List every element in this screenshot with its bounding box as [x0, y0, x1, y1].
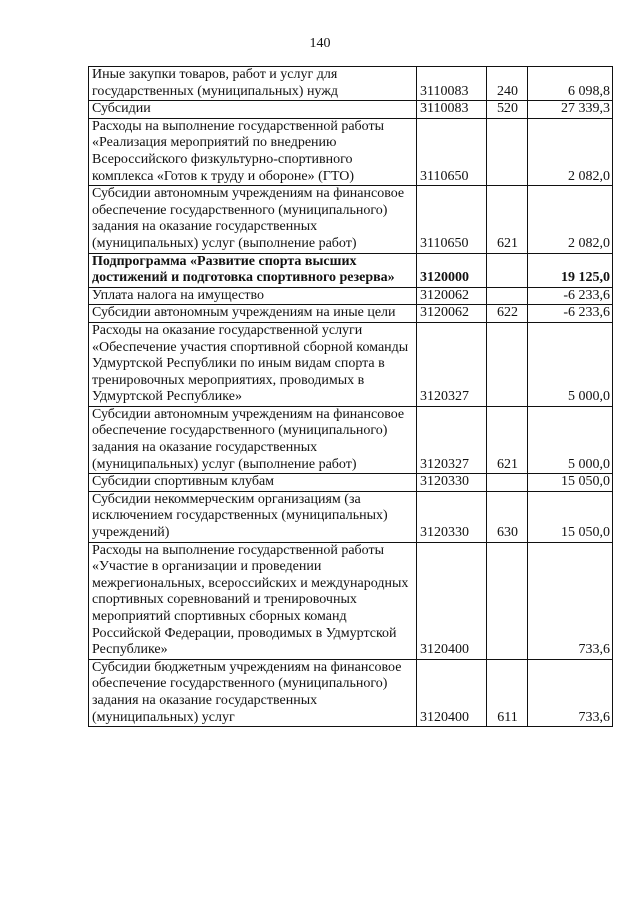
row-type-cell: 630	[487, 491, 528, 542]
row-amount-cell: 2 082,0	[528, 118, 613, 185]
row-name-cell: Субсидии некоммерческим организациям (за исключением государственных (муниципальных) учреждений)	[89, 491, 417, 542]
row-amount-cell: 15 050,0	[528, 491, 613, 542]
row-type-cell	[487, 287, 528, 305]
row-name-cell: Расходы на выполнение государственной работы «Реализация мероприятий по внедрению Всероссийского физкультурно-спортивного комплекса «Готов к труду и обороне» (ГТО)	[89, 118, 417, 185]
row-code-cell: 3120000	[417, 253, 487, 287]
row-type-cell: 622	[487, 305, 528, 323]
row-amount-cell: 733,6	[528, 659, 613, 726]
table-row	[89, 186, 613, 253]
row-amount-cell: 6 098,8	[528, 67, 613, 101]
row-name-cell: Уплата налога на имущество	[89, 287, 417, 305]
row-name-cell: Субсидии бюджетным учреждениям на финансовое обеспечение государственного (муниципального) задания на оказание государственных (муниципальных) услуг	[89, 659, 417, 726]
row-amount-cell: 733,6	[528, 542, 613, 659]
table-row	[89, 101, 613, 119]
row-type-cell: 621	[487, 186, 528, 253]
row-code-cell: 3120330	[417, 491, 487, 542]
row-name-cell: Субсидии автономным учреждениям на финансовое обеспечение государственного (муниципального) задания на оказание государственных (муниципальных) услуг (выполнение работ)	[89, 406, 417, 473]
row-type-cell	[487, 474, 528, 492]
table-row	[89, 118, 613, 185]
row-type-cell	[487, 118, 528, 185]
row-type-cell: 520	[487, 101, 528, 119]
row-code-cell: 3110083	[417, 101, 487, 119]
row-name-cell: Расходы на оказание государственной услуги «Обеспечение участия спортивной сборной команды Удмуртской Республики по иным видам спорта в тренировочных мероприятиях, проводимых в Удмуртской Республике»	[89, 322, 417, 406]
row-amount-cell: -6 233,6	[528, 287, 613, 305]
row-amount-cell: 2 082,0	[528, 186, 613, 253]
row-code-cell: 3120327	[417, 322, 487, 406]
row-amount-cell: 15 050,0	[528, 474, 613, 492]
row-code-cell: 3120062	[417, 305, 487, 323]
table-row	[89, 491, 613, 542]
row-name-cell: Субсидии спортивным клубам	[89, 474, 417, 492]
table-row	[89, 67, 613, 101]
table-row	[89, 659, 613, 726]
row-name-cell: Расходы на выполнение государственной работы «Участие в организации и проведении межрегиональных, всероссийских и международных спортивных соревнований и тренировочных мероприятий спортивных сборных команд Российской Федерации, проводимых в Удмуртской Республике»	[89, 542, 417, 659]
row-name-cell: Субсидии автономным учреждениям на финансовое обеспечение государственного (муниципального) задания на оказание государственных (муниципальных) услуг (выполнение работ)	[89, 186, 417, 253]
table-row	[89, 406, 613, 473]
row-code-cell: 3120330	[417, 474, 487, 492]
row-amount-cell: 5 000,0	[528, 406, 613, 473]
row-code-cell: 3120400	[417, 659, 487, 726]
table-row	[89, 305, 613, 323]
budget-table	[88, 66, 613, 727]
page-number: 140	[309, 36, 331, 51]
row-type-cell: 240	[487, 67, 528, 101]
row-type-cell	[487, 542, 528, 659]
row-amount-cell: 19 125,0	[528, 253, 613, 287]
row-code-cell: 3110083	[417, 67, 487, 101]
table-row	[89, 542, 613, 659]
table-row	[89, 322, 613, 406]
row-code-cell: 3110650	[417, 186, 487, 253]
row-code-cell: 3120400	[417, 542, 487, 659]
table-row	[89, 287, 613, 305]
table-row	[89, 253, 613, 287]
row-code-cell: 3120327	[417, 406, 487, 473]
budget-table-body	[89, 67, 613, 727]
row-name-cell: Субсидии автономным учреждениям на иные цели	[89, 305, 417, 323]
row-type-cell: 611	[487, 659, 528, 726]
row-code-cell: 3110650	[417, 118, 487, 185]
row-name-cell: Субсидии	[89, 101, 417, 119]
row-amount-cell: 27 339,3	[528, 101, 613, 119]
row-code-cell: 3120062	[417, 287, 487, 305]
row-type-cell	[487, 253, 528, 287]
row-amount-cell: -6 233,6	[528, 305, 613, 323]
row-type-cell	[487, 322, 528, 406]
row-amount-cell: 5 000,0	[528, 322, 613, 406]
row-name-cell: Иные закупки товаров, работ и услуг для государственных (муниципальных) нужд	[89, 67, 417, 101]
table-row	[89, 474, 613, 492]
row-type-cell: 621	[487, 406, 528, 473]
row-name-cell: Подпрограмма «Развитие спорта высших достижений и подготовка спортивного резерва»	[89, 253, 417, 287]
